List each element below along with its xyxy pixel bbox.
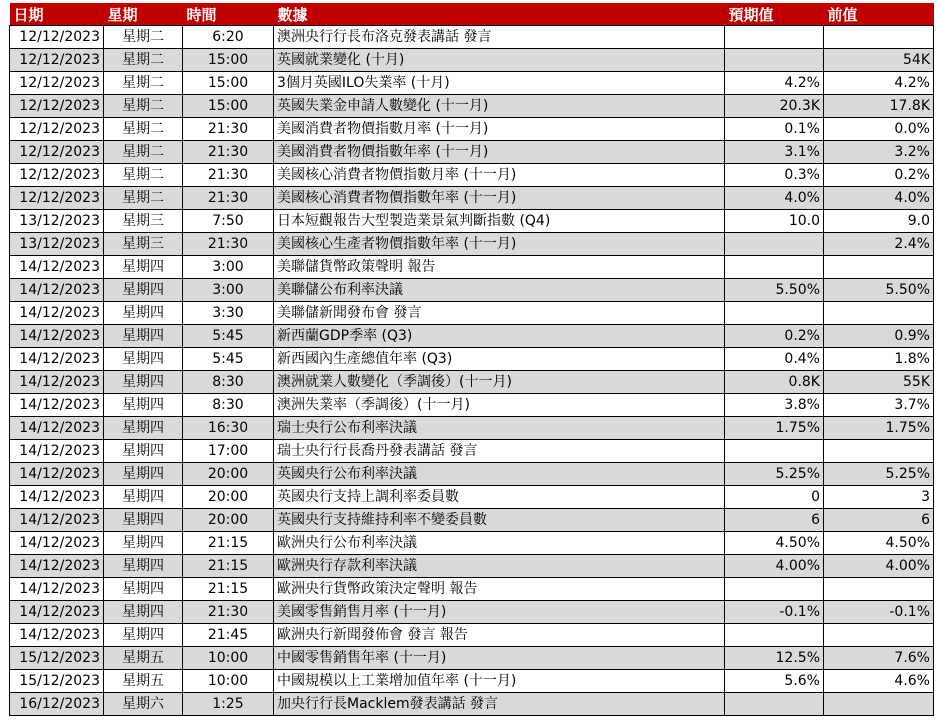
cell-weekday: 星期二 (104, 164, 183, 187)
table-row (10, 601, 934, 624)
header-forecast: 預期值 (725, 3, 824, 26)
table-row (10, 95, 934, 118)
cell-event: 加央行行長Macklem發表講話 發言 (274, 693, 725, 716)
cell-time: 21:30 (183, 118, 274, 141)
cell-forecast: -0.1% (725, 601, 824, 624)
cell-weekday: 星期四 (104, 302, 183, 325)
cell-date: 14/12/2023 (10, 486, 104, 509)
cell-event: 歐洲央行貨幣政策決定聲明 報告 (274, 578, 725, 601)
cell-date: 14/12/2023 (10, 394, 104, 417)
cell-forecast: 5.50% (725, 279, 824, 302)
cell-previous: 9.0 (824, 210, 934, 233)
cell-weekday: 星期六 (104, 693, 183, 716)
cell-time: 16:30 (183, 417, 274, 440)
cell-weekday: 星期四 (104, 463, 183, 486)
cell-time: 8:30 (183, 394, 274, 417)
cell-forecast: 10.0 (725, 210, 824, 233)
cell-forecast: 0.3% (725, 164, 824, 187)
calendar-table (9, 3, 934, 716)
cell-date: 12/12/2023 (10, 187, 104, 210)
cell-time: 21:30 (183, 164, 274, 187)
cell-weekday: 星期二 (104, 141, 183, 164)
cell-previous: 55K (824, 371, 934, 394)
cell-previous (824, 26, 934, 49)
cell-time: 15:00 (183, 72, 274, 95)
cell-previous (824, 256, 934, 279)
cell-time: 3:00 (183, 279, 274, 302)
cell-time: 21:30 (183, 141, 274, 164)
table-row (10, 348, 934, 371)
cell-previous: 5.25% (824, 463, 934, 486)
cell-weekday: 星期三 (104, 210, 183, 233)
cell-forecast (725, 624, 824, 647)
cell-previous (824, 440, 934, 463)
cell-previous: 6 (824, 509, 934, 532)
cell-previous: 4.2% (824, 72, 934, 95)
cell-event: 澳洲央行行長布洛克發表講話 發言 (274, 26, 725, 49)
cell-weekday: 星期四 (104, 256, 183, 279)
cell-date: 13/12/2023 (10, 210, 104, 233)
table-row (10, 693, 934, 716)
cell-forecast: 0.2% (725, 325, 824, 348)
cell-weekday: 星期四 (104, 555, 183, 578)
cell-forecast: 4.0% (725, 187, 824, 210)
cell-time: 7:50 (183, 210, 274, 233)
table-row (10, 187, 934, 210)
cell-weekday: 星期五 (104, 670, 183, 693)
cell-forecast (725, 233, 824, 256)
cell-date: 12/12/2023 (10, 49, 104, 72)
cell-previous (824, 578, 934, 601)
cell-weekday: 星期四 (104, 624, 183, 647)
header-previous: 前值 (824, 3, 934, 26)
cell-weekday: 星期二 (104, 26, 183, 49)
table-row (10, 509, 934, 532)
table-row (10, 49, 934, 72)
cell-weekday: 星期四 (104, 509, 183, 532)
cell-forecast: 1.75% (725, 417, 824, 440)
economic-calendar (9, 3, 934, 716)
header-weekday: 星期 (104, 3, 183, 26)
cell-forecast: 4.2% (725, 72, 824, 95)
cell-time: 5:45 (183, 348, 274, 371)
cell-previous: 1.75% (824, 417, 934, 440)
cell-forecast: 4.00% (725, 555, 824, 578)
cell-date: 14/12/2023 (10, 509, 104, 532)
cell-previous (824, 302, 934, 325)
cell-time: 15:00 (183, 49, 274, 72)
table-row (10, 417, 934, 440)
cell-previous: 3 (824, 486, 934, 509)
cell-time: 21:15 (183, 578, 274, 601)
table-row (10, 164, 934, 187)
cell-previous: 0.2% (824, 164, 934, 187)
table-row (10, 371, 934, 394)
cell-weekday: 星期四 (104, 394, 183, 417)
cell-date: 14/12/2023 (10, 463, 104, 486)
cell-forecast: 0.8K (725, 371, 824, 394)
cell-time: 6:20 (183, 26, 274, 49)
table-row (10, 256, 934, 279)
cell-previous (824, 693, 934, 716)
cell-previous: 4.0% (824, 187, 934, 210)
cell-event: 澳洲失業率（季調後）(十一月) (274, 394, 725, 417)
table-row (10, 233, 934, 256)
cell-event: 美國消費者物價指數月率 (十一月) (274, 118, 725, 141)
cell-forecast (725, 440, 824, 463)
cell-time: 21:45 (183, 624, 274, 647)
cell-event: 歐洲央行新聞發佈會 發言 報告 (274, 624, 725, 647)
cell-forecast: 3.1% (725, 141, 824, 164)
cell-weekday: 星期五 (104, 647, 183, 670)
cell-time: 21:30 (183, 601, 274, 624)
table-row (10, 440, 934, 463)
cell-date: 14/12/2023 (10, 532, 104, 555)
cell-time: 21:30 (183, 187, 274, 210)
cell-weekday: 星期四 (104, 532, 183, 555)
header-event: 數據 (274, 3, 725, 26)
cell-forecast (725, 256, 824, 279)
cell-event: 美聯儲新聞發布會 發言 (274, 302, 725, 325)
cell-event: 歐洲央行存款利率決議 (274, 555, 725, 578)
cell-time: 5:45 (183, 325, 274, 348)
table-row (10, 210, 934, 233)
cell-date: 14/12/2023 (10, 371, 104, 394)
cell-date: 12/12/2023 (10, 118, 104, 141)
cell-time: 21:15 (183, 532, 274, 555)
cell-event: 澳洲就業人數變化（季調後）(十一月) (274, 371, 725, 394)
header-time: 時間 (183, 3, 274, 26)
cell-weekday: 星期四 (104, 348, 183, 371)
cell-time: 20:00 (183, 509, 274, 532)
cell-weekday: 星期四 (104, 486, 183, 509)
cell-date: 14/12/2023 (10, 279, 104, 302)
cell-event: 美國零售銷售月率 (十一月) (274, 601, 725, 624)
cell-event: 歐洲央行公布利率決議 (274, 532, 725, 555)
cell-previous: 4.6% (824, 670, 934, 693)
cell-time: 10:00 (183, 647, 274, 670)
table-row (10, 578, 934, 601)
table-row (10, 647, 934, 670)
cell-date: 16/12/2023 (10, 693, 104, 716)
cell-event: 新西國內生產總值年率 (Q3) (274, 348, 725, 371)
cell-weekday: 星期二 (104, 72, 183, 95)
cell-date: 14/12/2023 (10, 578, 104, 601)
cell-date: 12/12/2023 (10, 26, 104, 49)
cell-time: 21:15 (183, 555, 274, 578)
cell-date: 12/12/2023 (10, 141, 104, 164)
cell-event: 英國央行公布利率決議 (274, 463, 725, 486)
cell-forecast (725, 302, 824, 325)
cell-event: 美國核心消費者物價指數年率 (十一月) (274, 187, 725, 210)
cell-event: 3個月英國ILO失業率 (十月) (274, 72, 725, 95)
cell-date: 15/12/2023 (10, 647, 104, 670)
cell-event: 美國核心消費者物價指數月率 (十一月) (274, 164, 725, 187)
cell-time: 20:00 (183, 463, 274, 486)
cell-time: 17:00 (183, 440, 274, 463)
table-row (10, 624, 934, 647)
table-row (10, 325, 934, 348)
cell-date: 14/12/2023 (10, 325, 104, 348)
cell-previous (824, 624, 934, 647)
cell-date: 14/12/2023 (10, 555, 104, 578)
cell-forecast: 6 (725, 509, 824, 532)
cell-time: 21:30 (183, 233, 274, 256)
cell-event: 美國消費者物價指數年率 (十一月) (274, 141, 725, 164)
cell-time: 1:25 (183, 693, 274, 716)
cell-forecast: 5.25% (725, 463, 824, 486)
cell-date: 15/12/2023 (10, 670, 104, 693)
cell-forecast: 3.8% (725, 394, 824, 417)
cell-date: 14/12/2023 (10, 348, 104, 371)
table-row (10, 463, 934, 486)
cell-time: 3:30 (183, 302, 274, 325)
cell-forecast: 5.6% (725, 670, 824, 693)
cell-event: 英國央行支持上調利率委員數 (274, 486, 725, 509)
cell-time: 8:30 (183, 371, 274, 394)
table-row (10, 72, 934, 95)
cell-weekday: 星期二 (104, 187, 183, 210)
cell-previous: 17.8K (824, 95, 934, 118)
cell-forecast: 0.4% (725, 348, 824, 371)
cell-forecast: 20.3K (725, 95, 824, 118)
cell-date: 13/12/2023 (10, 233, 104, 256)
cell-weekday: 星期四 (104, 371, 183, 394)
table-row (10, 670, 934, 693)
cell-forecast: 4.50% (725, 532, 824, 555)
cell-previous: 1.8% (824, 348, 934, 371)
cell-previous: -0.1% (824, 601, 934, 624)
cell-time: 15:00 (183, 95, 274, 118)
cell-date: 14/12/2023 (10, 624, 104, 647)
cell-weekday: 星期四 (104, 417, 183, 440)
cell-event: 英國失業金申請人數變化 (十一月) (274, 95, 725, 118)
table-row (10, 118, 934, 141)
cell-event: 瑞士央行行長喬丹發表講話 發言 (274, 440, 725, 463)
cell-date: 14/12/2023 (10, 417, 104, 440)
table-row (10, 302, 934, 325)
table-row (10, 555, 934, 578)
cell-weekday: 星期四 (104, 440, 183, 463)
cell-weekday: 星期二 (104, 95, 183, 118)
cell-time: 20:00 (183, 486, 274, 509)
cell-forecast: 0 (725, 486, 824, 509)
cell-event: 美聯儲公布利率決議 (274, 279, 725, 302)
cell-previous: 4.50% (824, 532, 934, 555)
cell-forecast (725, 693, 824, 716)
cell-forecast (725, 26, 824, 49)
cell-event: 瑞士央行公布利率決議 (274, 417, 725, 440)
cell-previous: 3.7% (824, 394, 934, 417)
cell-date: 14/12/2023 (10, 440, 104, 463)
cell-event: 中國零售銷售年率 (十一月) (274, 647, 725, 670)
header-date: 日期 (10, 3, 104, 26)
cell-event: 英國央行支持維持利率不變委員數 (274, 509, 725, 532)
cell-date: 12/12/2023 (10, 164, 104, 187)
cell-date: 12/12/2023 (10, 72, 104, 95)
cell-event: 日本短觀報告大型製造業景氣判斷指數 (Q4) (274, 210, 725, 233)
cell-time: 3:00 (183, 256, 274, 279)
cell-date: 14/12/2023 (10, 302, 104, 325)
cell-previous: 4.00% (824, 555, 934, 578)
table-row (10, 141, 934, 164)
cell-forecast (725, 49, 824, 72)
cell-date: 14/12/2023 (10, 256, 104, 279)
cell-event: 中國規模以上工業增加值年率 (十一月) (274, 670, 725, 693)
cell-event: 新西蘭GDP季率 (Q3) (274, 325, 725, 348)
cell-forecast (725, 578, 824, 601)
table-body (10, 26, 934, 716)
cell-weekday: 星期四 (104, 279, 183, 302)
table-row (10, 279, 934, 302)
cell-event: 英國就業變化 (十月) (274, 49, 725, 72)
cell-previous: 3.2% (824, 141, 934, 164)
cell-forecast: 0.1% (725, 118, 824, 141)
cell-weekday: 星期二 (104, 118, 183, 141)
table-row (10, 394, 934, 417)
cell-weekday: 星期四 (104, 325, 183, 348)
cell-weekday: 星期四 (104, 601, 183, 624)
cell-forecast: 12.5% (725, 647, 824, 670)
cell-event: 美聯儲貨幣政策聲明 報告 (274, 256, 725, 279)
cell-previous: 0.0% (824, 118, 934, 141)
cell-previous: 5.50% (824, 279, 934, 302)
cell-previous: 2.4% (824, 233, 934, 256)
cell-event: 美國核心生產者物價指數年率 (十一月) (274, 233, 725, 256)
cell-date: 12/12/2023 (10, 95, 104, 118)
cell-previous: 0.9% (824, 325, 934, 348)
cell-previous: 54K (824, 49, 934, 72)
cell-weekday: 星期二 (104, 49, 183, 72)
header-row (10, 3, 934, 26)
cell-time: 10:00 (183, 670, 274, 693)
cell-date: 14/12/2023 (10, 601, 104, 624)
cell-previous: 7.6% (824, 647, 934, 670)
table-row (10, 486, 934, 509)
table-row (10, 532, 934, 555)
table-row (10, 26, 934, 49)
cell-weekday: 星期三 (104, 233, 183, 256)
cell-weekday: 星期四 (104, 578, 183, 601)
